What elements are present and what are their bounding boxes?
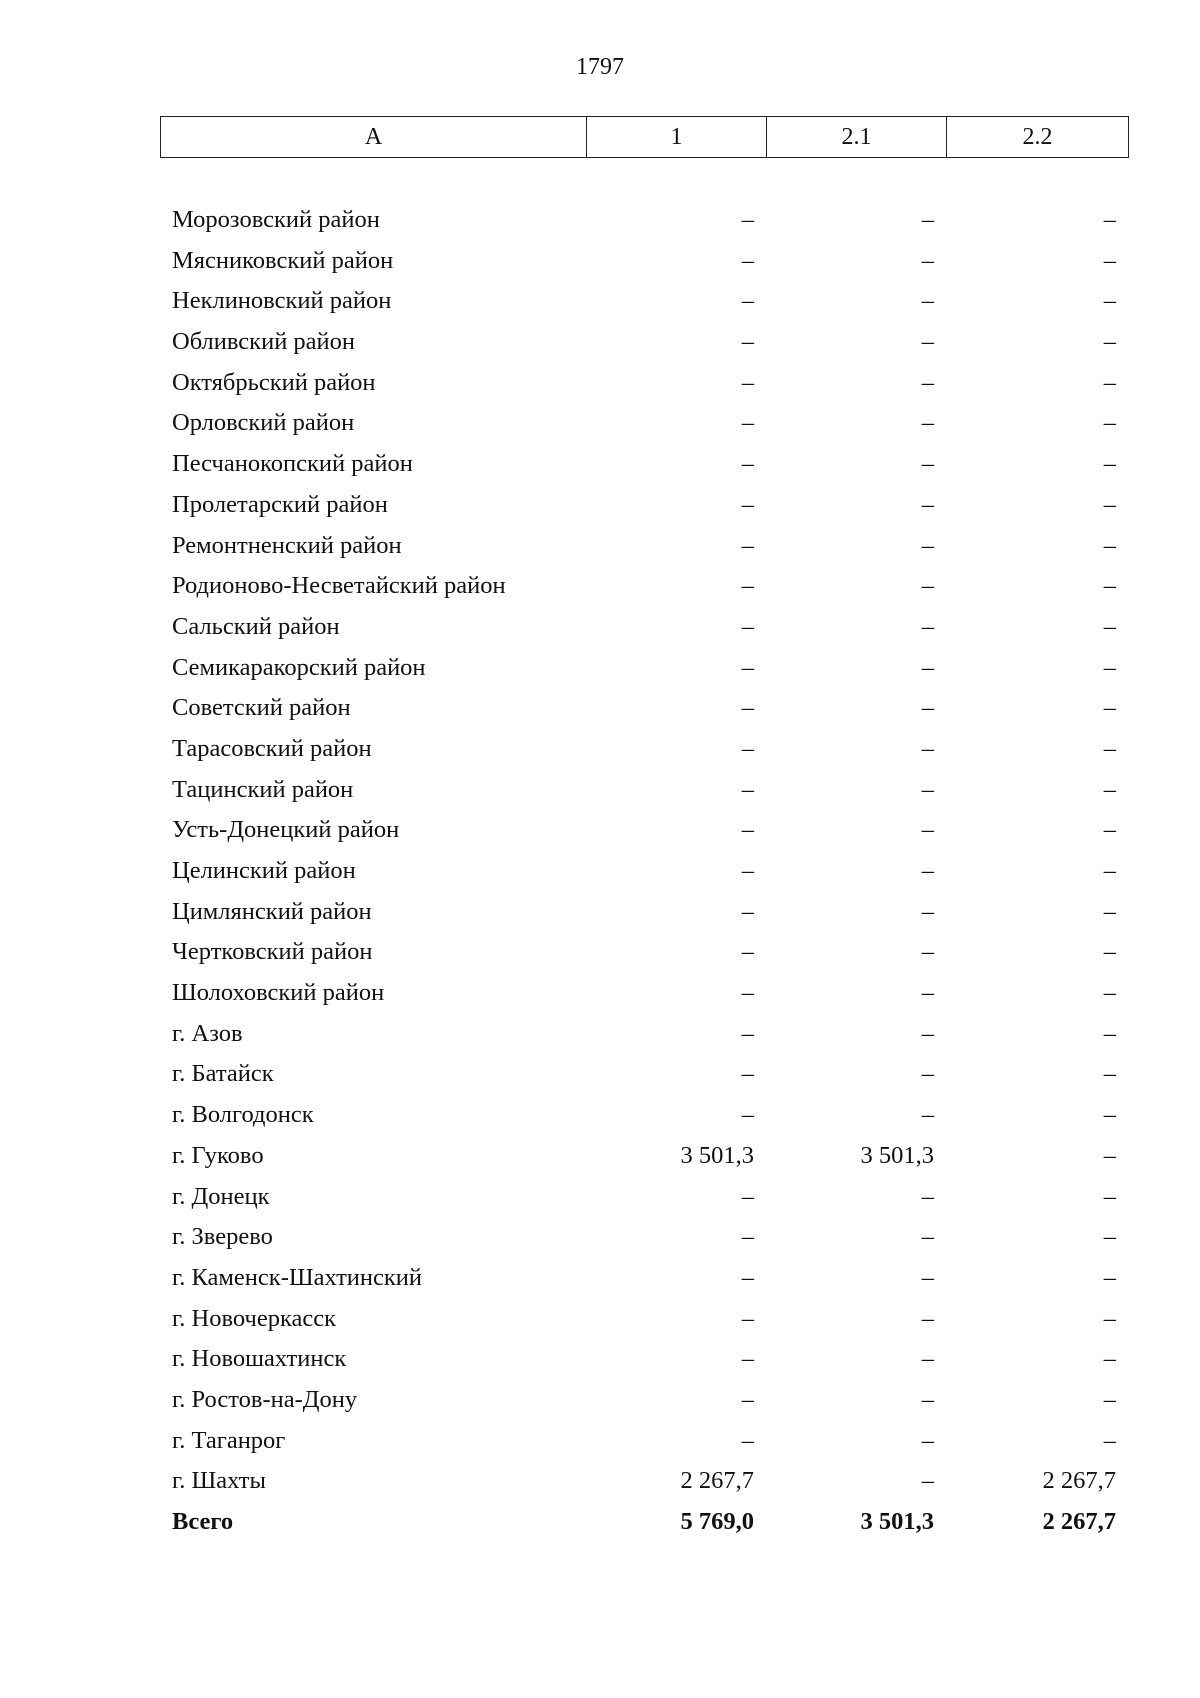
row-value-col-2-1: –	[921, 653, 934, 681]
row-value-col-2-1: –	[921, 328, 934, 356]
row-name: г. Донецк	[172, 1182, 270, 1210]
row-name: Родионово-Несветайский район	[172, 572, 506, 600]
row-value-col-2-2: –	[1103, 328, 1116, 356]
table-row	[0, 1421, 1200, 1462]
table-row	[0, 1014, 1200, 1055]
row-value-col-2-1: –	[921, 409, 934, 437]
table-row	[0, 1461, 1200, 1502]
table-row	[0, 892, 1200, 933]
row-value-col-2-1: –	[921, 246, 934, 274]
row-name: Орловский район	[172, 409, 355, 437]
row-value-col-2-1: –	[921, 979, 934, 1007]
row-value-col-1: –	[741, 897, 754, 925]
row-name: Сальский район	[172, 612, 340, 640]
row-name: г. Волгодонск	[172, 1101, 314, 1129]
row-value-col-1: –	[741, 1060, 754, 1088]
row-value-col-1: –	[741, 1223, 754, 1251]
row-value-col-2-1: –	[921, 938, 934, 966]
row-value-col-1: –	[741, 531, 754, 559]
row-value-col-1: –	[741, 1304, 754, 1332]
row-value-col-1: –	[741, 1182, 754, 1210]
row-value-col-2-1: –	[921, 1060, 934, 1088]
row-value-col-2-1: –	[921, 734, 934, 762]
row-value-col-2-1: –	[921, 816, 934, 844]
table-row	[0, 1177, 1200, 1218]
row-name: г. Таганрог	[172, 1426, 286, 1454]
row-value-col-2-2: –	[1103, 979, 1116, 1007]
row-name: г. Ростов-на-Дону	[172, 1385, 358, 1413]
table-row	[0, 1217, 1200, 1258]
row-value-col-2-2: 2 267,7	[1042, 1467, 1116, 1495]
table-row	[0, 403, 1200, 444]
table-row	[0, 566, 1200, 607]
row-value-col-2-1: –	[921, 1263, 934, 1291]
row-value-col-1: –	[741, 653, 754, 681]
row-name: Октябрьский район	[172, 368, 376, 396]
table-row	[0, 1339, 1200, 1380]
table-row	[0, 281, 1200, 322]
row-name: Цимлянский район	[172, 897, 372, 925]
row-value-col-2-2: –	[1103, 1223, 1116, 1251]
row-value-col-2-1: –	[921, 694, 934, 722]
row-name: г. Гуково	[172, 1141, 264, 1169]
header-cell-2-1: 2.1	[767, 117, 947, 158]
table-row	[0, 851, 1200, 892]
row-value-col-2-1: –	[921, 1467, 934, 1495]
row-name: Семикаракорский район	[172, 653, 426, 681]
table-row	[0, 1136, 1200, 1177]
table-row	[0, 1380, 1200, 1421]
row-value-col-2-2: –	[1103, 1385, 1116, 1413]
row-name: Ремонтненский район	[172, 531, 402, 559]
row-name: Песчанокопский район	[172, 450, 413, 478]
row-name: Целинский район	[172, 857, 356, 884]
table-row	[0, 444, 1200, 485]
table-row	[0, 363, 1200, 404]
row-value-col-2-2: –	[1103, 450, 1116, 478]
row-value-col-1: –	[741, 246, 754, 274]
table-row	[0, 526, 1200, 567]
total-value-col-1: 5 769,0	[680, 1508, 754, 1535]
table-header	[160, 116, 1129, 158]
row-value-col-2-2: –	[1103, 409, 1116, 437]
table-row	[0, 1258, 1200, 1299]
row-name: г. Новочеркасск	[172, 1304, 336, 1332]
total-row	[0, 1502, 1200, 1543]
row-value-col-2-2: –	[1103, 857, 1116, 884]
row-value-col-1: –	[741, 450, 754, 478]
row-value-col-2-1: –	[921, 1101, 934, 1129]
row-value-col-2-1: –	[921, 1345, 934, 1373]
row-name: г. Азов	[172, 1019, 243, 1047]
row-value-col-2-2: –	[1103, 531, 1116, 559]
table-row	[0, 729, 1200, 770]
row-value-col-1: –	[741, 1101, 754, 1129]
row-value-col-2-2: –	[1103, 816, 1116, 844]
row-value-col-1: –	[741, 775, 754, 803]
row-name: Тарасовский район	[172, 734, 372, 762]
page-number: 1797	[576, 54, 624, 80]
row-value-col-1: –	[741, 1019, 754, 1047]
row-name: Усть-Донецкий район	[172, 816, 400, 844]
row-value-col-2-2: –	[1103, 775, 1116, 803]
row-value-col-1: –	[741, 857, 754, 884]
row-value-col-1: –	[741, 1345, 754, 1373]
row-value-col-1: –	[741, 368, 754, 396]
row-value-col-2-2: –	[1103, 490, 1116, 518]
row-value-col-2-2: –	[1103, 572, 1116, 600]
table-row	[0, 770, 1200, 811]
row-value-col-1: –	[741, 287, 754, 315]
total-label: Всего	[172, 1508, 234, 1535]
row-value-col-2-2: –	[1103, 1345, 1116, 1373]
row-value-col-1: –	[741, 409, 754, 437]
row-name: Тацинский район	[172, 775, 354, 803]
row-value-col-2-2: –	[1103, 938, 1116, 966]
row-value-col-2-1: –	[921, 897, 934, 925]
row-value-col-2-1: –	[921, 531, 934, 559]
row-value-col-1: –	[741, 490, 754, 518]
row-value-col-2-2: –	[1103, 1141, 1116, 1169]
table-row	[0, 973, 1200, 1014]
row-value-col-1: 2 267,7	[680, 1467, 754, 1495]
row-value-col-2-2: –	[1103, 246, 1116, 274]
header-cell-a: А	[161, 117, 587, 158]
table-row	[0, 1095, 1200, 1136]
row-value-col-1: –	[741, 1385, 754, 1413]
table-row	[0, 688, 1200, 729]
row-name: Обливский район	[172, 328, 356, 356]
row-value-col-2-2: –	[1103, 1182, 1116, 1210]
table-row	[0, 241, 1200, 282]
row-value-col-1: –	[741, 572, 754, 600]
total-value-col-2-2: 2 267,7	[1042, 1508, 1116, 1535]
row-name: Шолоховский район	[172, 979, 385, 1007]
table-row	[0, 200, 1200, 241]
row-value-col-2-2: –	[1103, 694, 1116, 722]
row-name: г. Зверево	[172, 1223, 273, 1251]
row-value-col-2-1: –	[921, 857, 934, 884]
table-row	[0, 607, 1200, 648]
row-value-col-2-2: –	[1103, 1019, 1116, 1047]
row-value-col-2-2: –	[1103, 1060, 1116, 1088]
table-body	[0, 200, 1200, 1543]
row-value-col-2-1: –	[921, 1182, 934, 1210]
row-name: г. Новошахтинск	[172, 1345, 347, 1373]
row-value-col-2-2: –	[1103, 206, 1116, 233]
row-name: Советский район	[172, 694, 351, 722]
header-cell-1: 1	[587, 117, 767, 158]
row-value-col-2-2: –	[1103, 287, 1116, 315]
row-value-col-2-2: –	[1103, 1101, 1116, 1129]
row-name: г. Каменск-Шахтинский	[172, 1263, 423, 1291]
table-row	[0, 932, 1200, 973]
row-value-col-2-2: –	[1103, 734, 1116, 762]
row-value-col-2-1: –	[921, 1304, 934, 1332]
row-value-col-2-1: 3 501,3	[860, 1141, 934, 1169]
row-value-col-2-1: –	[921, 1426, 934, 1454]
row-value-col-1: –	[741, 979, 754, 1007]
row-value-col-2-2: –	[1103, 653, 1116, 681]
row-value-col-1: –	[741, 1263, 754, 1291]
row-value-col-1: 3 501,3	[680, 1141, 754, 1169]
row-value-col-2-1: –	[921, 1019, 934, 1047]
row-value-col-2-1: –	[921, 1223, 934, 1251]
row-value-col-1: –	[741, 816, 754, 844]
row-value-col-1: –	[741, 1426, 754, 1454]
row-value-col-1: –	[741, 734, 754, 762]
row-name: г. Батайск	[172, 1060, 274, 1088]
row-value-col-1: –	[741, 206, 754, 233]
row-value-col-2-1: –	[921, 775, 934, 803]
table-row	[0, 648, 1200, 689]
row-value-col-2-2: –	[1103, 1426, 1116, 1454]
row-value-col-2-1: –	[921, 287, 934, 315]
table-row	[0, 810, 1200, 851]
total-value-col-2-1: 3 501,3	[860, 1508, 934, 1535]
row-value-col-1: –	[741, 938, 754, 966]
row-value-col-2-1: –	[921, 206, 934, 233]
table-row	[0, 485, 1200, 526]
row-name: г. Шахты	[172, 1467, 266, 1495]
row-value-col-2-2: –	[1103, 1263, 1116, 1291]
row-value-col-1: –	[741, 612, 754, 640]
row-value-col-2-1: –	[921, 612, 934, 640]
row-value-col-2-2: –	[1103, 897, 1116, 925]
row-name: Неклиновский район	[172, 287, 392, 315]
row-name: Чертковский район	[172, 938, 373, 966]
row-name: Морозовский район	[172, 206, 380, 233]
row-value-col-1: –	[741, 694, 754, 722]
row-value-col-2-1: –	[921, 450, 934, 478]
row-value-col-2-1: –	[921, 368, 934, 396]
row-value-col-1: –	[741, 328, 754, 356]
row-value-col-2-2: –	[1103, 368, 1116, 396]
header-cell-2-2: 2.2	[947, 117, 1129, 158]
row-value-col-2-1: –	[921, 490, 934, 518]
row-value-col-2-1: –	[921, 1385, 934, 1413]
row-value-col-2-1: –	[921, 572, 934, 600]
row-name: Пролетарский район	[172, 490, 388, 518]
table-row	[0, 1054, 1200, 1095]
table-row	[0, 1299, 1200, 1340]
row-name: Мясниковский район	[172, 246, 394, 274]
row-value-col-2-2: –	[1103, 1304, 1116, 1332]
table-row	[0, 322, 1200, 363]
row-value-col-2-2: –	[1103, 612, 1116, 640]
